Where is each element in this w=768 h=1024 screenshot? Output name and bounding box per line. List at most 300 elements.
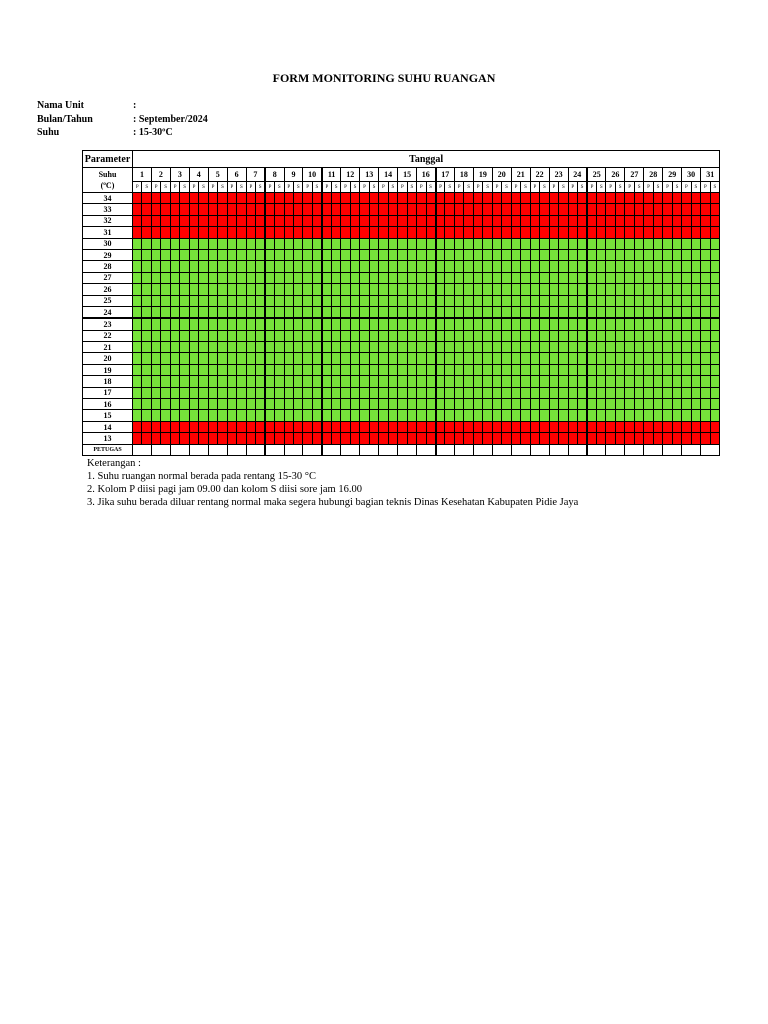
normal-cell[interactable] <box>312 399 321 410</box>
normal-cell[interactable] <box>284 353 293 364</box>
normal-cell[interactable] <box>464 295 473 306</box>
out-of-range-cell[interactable] <box>227 193 236 204</box>
normal-cell[interactable] <box>256 306 265 318</box>
normal-cell[interactable] <box>227 399 236 410</box>
normal-cell[interactable] <box>360 342 369 353</box>
normal-cell[interactable] <box>426 249 435 260</box>
normal-cell[interactable] <box>170 353 179 364</box>
normal-cell[interactable] <box>710 284 720 295</box>
normal-cell[interactable] <box>161 261 170 272</box>
normal-cell[interactable] <box>208 387 217 398</box>
normal-cell[interactable] <box>540 410 549 421</box>
normal-cell[interactable] <box>227 353 236 364</box>
normal-cell[interactable] <box>265 284 274 295</box>
normal-cell[interactable] <box>502 353 511 364</box>
normal-cell[interactable] <box>398 330 407 341</box>
petugas-cell[interactable] <box>436 444 455 455</box>
out-of-range-cell[interactable] <box>559 215 568 226</box>
normal-cell[interactable] <box>151 330 160 341</box>
normal-cell[interactable] <box>265 399 274 410</box>
normal-cell[interactable] <box>417 261 426 272</box>
normal-cell[interactable] <box>549 387 558 398</box>
normal-cell[interactable] <box>369 410 378 421</box>
normal-cell[interactable] <box>303 318 312 330</box>
out-of-range-cell[interactable] <box>521 204 530 215</box>
normal-cell[interactable] <box>625 238 634 249</box>
normal-cell[interactable] <box>710 353 720 364</box>
normal-cell[interactable] <box>293 238 302 249</box>
normal-cell[interactable] <box>483 342 492 353</box>
normal-cell[interactable] <box>587 376 596 387</box>
out-of-range-cell[interactable] <box>170 204 179 215</box>
out-of-range-cell[interactable] <box>625 227 634 238</box>
normal-cell[interactable] <box>549 376 558 387</box>
normal-cell[interactable] <box>275 376 284 387</box>
out-of-range-cell[interactable] <box>578 215 587 226</box>
out-of-range-cell[interactable] <box>180 215 189 226</box>
normal-cell[interactable] <box>151 284 160 295</box>
normal-cell[interactable] <box>407 330 416 341</box>
normal-cell[interactable] <box>625 295 634 306</box>
out-of-range-cell[interactable] <box>284 421 293 432</box>
normal-cell[interactable] <box>199 330 208 341</box>
normal-cell[interactable] <box>170 261 179 272</box>
normal-cell[interactable] <box>303 261 312 272</box>
out-of-range-cell[interactable] <box>303 193 312 204</box>
normal-cell[interactable] <box>596 330 605 341</box>
normal-cell[interactable] <box>256 249 265 260</box>
out-of-range-cell[interactable] <box>483 193 492 204</box>
out-of-range-cell[interactable] <box>275 433 284 444</box>
normal-cell[interactable] <box>587 342 596 353</box>
normal-cell[interactable] <box>218 272 227 283</box>
normal-cell[interactable] <box>151 238 160 249</box>
normal-cell[interactable] <box>341 376 350 387</box>
normal-cell[interactable] <box>540 387 549 398</box>
normal-cell[interactable] <box>237 399 246 410</box>
normal-cell[interactable] <box>663 410 672 421</box>
normal-cell[interactable] <box>530 399 539 410</box>
normal-cell[interactable] <box>331 261 340 272</box>
normal-cell[interactable] <box>170 410 179 421</box>
normal-cell[interactable] <box>691 410 700 421</box>
normal-cell[interactable] <box>237 410 246 421</box>
normal-cell[interactable] <box>284 342 293 353</box>
normal-cell[interactable] <box>369 399 378 410</box>
normal-cell[interactable] <box>483 353 492 364</box>
normal-cell[interactable] <box>710 387 720 398</box>
normal-cell[interactable] <box>521 261 530 272</box>
out-of-range-cell[interactable] <box>587 215 596 226</box>
normal-cell[interactable] <box>634 306 643 318</box>
normal-cell[interactable] <box>398 272 407 283</box>
normal-cell[interactable] <box>218 376 227 387</box>
normal-cell[interactable] <box>625 318 634 330</box>
normal-cell[interactable] <box>454 295 463 306</box>
petugas-cell[interactable] <box>246 444 265 455</box>
normal-cell[interactable] <box>436 387 445 398</box>
normal-cell[interactable] <box>540 353 549 364</box>
normal-cell[interactable] <box>606 410 615 421</box>
normal-cell[interactable] <box>701 376 710 387</box>
normal-cell[interactable] <box>483 272 492 283</box>
normal-cell[interactable] <box>369 353 378 364</box>
out-of-range-cell[interactable] <box>672 204 681 215</box>
out-of-range-cell[interactable] <box>653 204 662 215</box>
normal-cell[interactable] <box>265 342 274 353</box>
normal-cell[interactable] <box>227 295 236 306</box>
normal-cell[interactable] <box>142 410 151 421</box>
out-of-range-cell[interactable] <box>180 227 189 238</box>
normal-cell[interactable] <box>407 399 416 410</box>
normal-cell[interactable] <box>587 249 596 260</box>
out-of-range-cell[interactable] <box>454 193 463 204</box>
normal-cell[interactable] <box>559 238 568 249</box>
normal-cell[interactable] <box>379 272 388 283</box>
normal-cell[interactable] <box>170 342 179 353</box>
normal-cell[interactable] <box>379 284 388 295</box>
normal-cell[interactable] <box>530 249 539 260</box>
out-of-range-cell[interactable] <box>578 227 587 238</box>
normal-cell[interactable] <box>407 342 416 353</box>
normal-cell[interactable] <box>293 376 302 387</box>
normal-cell[interactable] <box>360 330 369 341</box>
normal-cell[interactable] <box>436 342 445 353</box>
out-of-range-cell[interactable] <box>388 421 397 432</box>
normal-cell[interactable] <box>625 342 634 353</box>
normal-cell[interactable] <box>483 306 492 318</box>
out-of-range-cell[interactable] <box>511 215 520 226</box>
normal-cell[interactable] <box>596 249 605 260</box>
normal-cell[interactable] <box>331 284 340 295</box>
normal-cell[interactable] <box>672 272 681 283</box>
normal-cell[interactable] <box>634 376 643 387</box>
out-of-range-cell[interactable] <box>540 421 549 432</box>
normal-cell[interactable] <box>142 364 151 375</box>
normal-cell[interactable] <box>161 364 170 375</box>
out-of-range-cell[interactable] <box>521 421 530 432</box>
normal-cell[interactable] <box>284 410 293 421</box>
normal-cell[interactable] <box>180 330 189 341</box>
normal-cell[interactable] <box>275 410 284 421</box>
normal-cell[interactable] <box>625 353 634 364</box>
normal-cell[interactable] <box>473 261 482 272</box>
normal-cell[interactable] <box>170 284 179 295</box>
out-of-range-cell[interactable] <box>596 204 605 215</box>
out-of-range-cell[interactable] <box>473 227 482 238</box>
normal-cell[interactable] <box>445 249 454 260</box>
normal-cell[interactable] <box>218 364 227 375</box>
out-of-range-cell[interactable] <box>341 193 350 204</box>
normal-cell[interactable] <box>322 330 331 341</box>
normal-cell[interactable] <box>161 353 170 364</box>
out-of-range-cell[interactable] <box>606 193 615 204</box>
normal-cell[interactable] <box>151 410 160 421</box>
normal-cell[interactable] <box>388 364 397 375</box>
normal-cell[interactable] <box>682 376 691 387</box>
normal-cell[interactable] <box>350 295 359 306</box>
normal-cell[interactable] <box>644 410 653 421</box>
normal-cell[interactable] <box>492 306 501 318</box>
normal-cell[interactable] <box>161 238 170 249</box>
normal-cell[interactable] <box>133 399 142 410</box>
out-of-range-cell[interactable] <box>578 433 587 444</box>
out-of-range-cell[interactable] <box>417 215 426 226</box>
normal-cell[interactable] <box>142 295 151 306</box>
normal-cell[interactable] <box>180 306 189 318</box>
normal-cell[interactable] <box>634 410 643 421</box>
normal-cell[interactable] <box>341 318 350 330</box>
out-of-range-cell[interactable] <box>256 193 265 204</box>
normal-cell[interactable] <box>492 330 501 341</box>
out-of-range-cell[interactable] <box>473 215 482 226</box>
out-of-range-cell[interactable] <box>672 433 681 444</box>
out-of-range-cell[interactable] <box>436 215 445 226</box>
normal-cell[interactable] <box>710 249 720 260</box>
out-of-range-cell[interactable] <box>436 433 445 444</box>
out-of-range-cell[interactable] <box>369 421 378 432</box>
normal-cell[interactable] <box>634 318 643 330</box>
normal-cell[interactable] <box>180 353 189 364</box>
normal-cell[interactable] <box>398 376 407 387</box>
normal-cell[interactable] <box>682 342 691 353</box>
normal-cell[interactable] <box>417 330 426 341</box>
normal-cell[interactable] <box>189 376 198 387</box>
normal-cell[interactable] <box>473 376 482 387</box>
normal-cell[interactable] <box>701 272 710 283</box>
normal-cell[interactable] <box>502 238 511 249</box>
normal-cell[interactable] <box>445 387 454 398</box>
normal-cell[interactable] <box>445 330 454 341</box>
normal-cell[interactable] <box>350 353 359 364</box>
normal-cell[interactable] <box>237 364 246 375</box>
normal-cell[interactable] <box>644 272 653 283</box>
normal-cell[interactable] <box>492 376 501 387</box>
normal-cell[interactable] <box>180 249 189 260</box>
normal-cell[interactable] <box>473 399 482 410</box>
normal-cell[interactable] <box>492 261 501 272</box>
out-of-range-cell[interactable] <box>199 227 208 238</box>
normal-cell[interactable] <box>189 261 198 272</box>
normal-cell[interactable] <box>549 342 558 353</box>
normal-cell[interactable] <box>246 318 255 330</box>
normal-cell[interactable] <box>208 342 217 353</box>
normal-cell[interactable] <box>644 399 653 410</box>
normal-cell[interactable] <box>170 306 179 318</box>
normal-cell[interactable] <box>417 295 426 306</box>
out-of-range-cell[interactable] <box>663 204 672 215</box>
normal-cell[interactable] <box>483 410 492 421</box>
out-of-range-cell[interactable] <box>596 433 605 444</box>
normal-cell[interactable] <box>161 330 170 341</box>
normal-cell[interactable] <box>189 318 198 330</box>
normal-cell[interactable] <box>322 387 331 398</box>
normal-cell[interactable] <box>672 261 681 272</box>
normal-cell[interactable] <box>492 410 501 421</box>
normal-cell[interactable] <box>549 249 558 260</box>
out-of-range-cell[interactable] <box>663 215 672 226</box>
normal-cell[interactable] <box>502 364 511 375</box>
normal-cell[interactable] <box>587 272 596 283</box>
normal-cell[interactable] <box>208 272 217 283</box>
out-of-range-cell[interactable] <box>530 215 539 226</box>
out-of-range-cell[interactable] <box>492 227 501 238</box>
normal-cell[interactable] <box>407 376 416 387</box>
normal-cell[interactable] <box>189 387 198 398</box>
out-of-range-cell[interactable] <box>398 433 407 444</box>
normal-cell[interactable] <box>644 387 653 398</box>
out-of-range-cell[interactable] <box>568 193 577 204</box>
out-of-range-cell[interactable] <box>596 227 605 238</box>
out-of-range-cell[interactable] <box>265 193 274 204</box>
out-of-range-cell[interactable] <box>691 193 700 204</box>
normal-cell[interactable] <box>398 261 407 272</box>
out-of-range-cell[interactable] <box>615 421 624 432</box>
normal-cell[interactable] <box>303 364 312 375</box>
normal-cell[interactable] <box>237 387 246 398</box>
normal-cell[interactable] <box>407 353 416 364</box>
out-of-range-cell[interactable] <box>540 193 549 204</box>
normal-cell[interactable] <box>483 318 492 330</box>
normal-cell[interactable] <box>691 295 700 306</box>
normal-cell[interactable] <box>180 399 189 410</box>
normal-cell[interactable] <box>606 261 615 272</box>
normal-cell[interactable] <box>436 399 445 410</box>
out-of-range-cell[interactable] <box>180 433 189 444</box>
out-of-range-cell[interactable] <box>275 421 284 432</box>
normal-cell[interactable] <box>284 376 293 387</box>
normal-cell[interactable] <box>379 261 388 272</box>
normal-cell[interactable] <box>596 238 605 249</box>
normal-cell[interactable] <box>265 376 274 387</box>
out-of-range-cell[interactable] <box>464 204 473 215</box>
normal-cell[interactable] <box>454 238 463 249</box>
out-of-range-cell[interactable] <box>492 421 501 432</box>
normal-cell[interactable] <box>360 387 369 398</box>
normal-cell[interactable] <box>369 306 378 318</box>
normal-cell[interactable] <box>303 249 312 260</box>
normal-cell[interactable] <box>511 364 520 375</box>
out-of-range-cell[interactable] <box>426 204 435 215</box>
normal-cell[interactable] <box>237 306 246 318</box>
out-of-range-cell[interactable] <box>265 421 274 432</box>
normal-cell[interactable] <box>426 238 435 249</box>
normal-cell[interactable] <box>303 272 312 283</box>
normal-cell[interactable] <box>568 249 577 260</box>
normal-cell[interactable] <box>142 387 151 398</box>
normal-cell[interactable] <box>133 306 142 318</box>
normal-cell[interactable] <box>521 342 530 353</box>
normal-cell[interactable] <box>237 249 246 260</box>
normal-cell[interactable] <box>653 238 662 249</box>
normal-cell[interactable] <box>492 318 501 330</box>
out-of-range-cell[interactable] <box>464 193 473 204</box>
normal-cell[interactable] <box>445 410 454 421</box>
out-of-range-cell[interactable] <box>398 215 407 226</box>
out-of-range-cell[interactable] <box>445 421 454 432</box>
normal-cell[interactable] <box>521 249 530 260</box>
normal-cell[interactable] <box>170 399 179 410</box>
normal-cell[interactable] <box>473 353 482 364</box>
out-of-range-cell[interactable] <box>682 204 691 215</box>
normal-cell[interactable] <box>208 261 217 272</box>
normal-cell[interactable] <box>189 342 198 353</box>
normal-cell[interactable] <box>341 330 350 341</box>
normal-cell[interactable] <box>180 261 189 272</box>
normal-cell[interactable] <box>265 295 274 306</box>
out-of-range-cell[interactable] <box>454 227 463 238</box>
out-of-range-cell[interactable] <box>663 227 672 238</box>
normal-cell[interactable] <box>587 318 596 330</box>
normal-cell[interactable] <box>208 364 217 375</box>
normal-cell[interactable] <box>388 342 397 353</box>
out-of-range-cell[interactable] <box>265 204 274 215</box>
normal-cell[interactable] <box>189 272 198 283</box>
normal-cell[interactable] <box>445 306 454 318</box>
normal-cell[interactable] <box>454 353 463 364</box>
normal-cell[interactable] <box>133 376 142 387</box>
normal-cell[interactable] <box>161 410 170 421</box>
normal-cell[interactable] <box>388 376 397 387</box>
normal-cell[interactable] <box>568 261 577 272</box>
normal-cell[interactable] <box>492 295 501 306</box>
normal-cell[interactable] <box>530 342 539 353</box>
normal-cell[interactable] <box>303 410 312 421</box>
normal-cell[interactable] <box>625 387 634 398</box>
normal-cell[interactable] <box>275 318 284 330</box>
normal-cell[interactable] <box>180 364 189 375</box>
normal-cell[interactable] <box>587 353 596 364</box>
normal-cell[interactable] <box>625 306 634 318</box>
out-of-range-cell[interactable] <box>417 204 426 215</box>
normal-cell[interactable] <box>227 261 236 272</box>
normal-cell[interactable] <box>275 364 284 375</box>
normal-cell[interactable] <box>218 295 227 306</box>
normal-cell[interactable] <box>417 238 426 249</box>
normal-cell[interactable] <box>606 376 615 387</box>
normal-cell[interactable] <box>407 295 416 306</box>
normal-cell[interactable] <box>625 284 634 295</box>
normal-cell[interactable] <box>284 261 293 272</box>
out-of-range-cell[interactable] <box>388 227 397 238</box>
normal-cell[interactable] <box>170 238 179 249</box>
normal-cell[interactable] <box>161 249 170 260</box>
normal-cell[interactable] <box>417 318 426 330</box>
out-of-range-cell[interactable] <box>312 215 321 226</box>
normal-cell[interactable] <box>436 364 445 375</box>
normal-cell[interactable] <box>293 306 302 318</box>
normal-cell[interactable] <box>151 376 160 387</box>
normal-cell[interactable] <box>388 330 397 341</box>
normal-cell[interactable] <box>454 410 463 421</box>
normal-cell[interactable] <box>275 238 284 249</box>
normal-cell[interactable] <box>208 318 217 330</box>
normal-cell[interactable] <box>454 376 463 387</box>
normal-cell[interactable] <box>549 272 558 283</box>
out-of-range-cell[interactable] <box>161 204 170 215</box>
normal-cell[interactable] <box>653 376 662 387</box>
out-of-range-cell[interactable] <box>151 227 160 238</box>
normal-cell[interactable] <box>464 410 473 421</box>
normal-cell[interactable] <box>398 318 407 330</box>
normal-cell[interactable] <box>426 261 435 272</box>
normal-cell[interactable] <box>625 272 634 283</box>
normal-cell[interactable] <box>161 284 170 295</box>
normal-cell[interactable] <box>530 330 539 341</box>
normal-cell[interactable] <box>426 306 435 318</box>
out-of-range-cell[interactable] <box>379 204 388 215</box>
normal-cell[interactable] <box>227 342 236 353</box>
